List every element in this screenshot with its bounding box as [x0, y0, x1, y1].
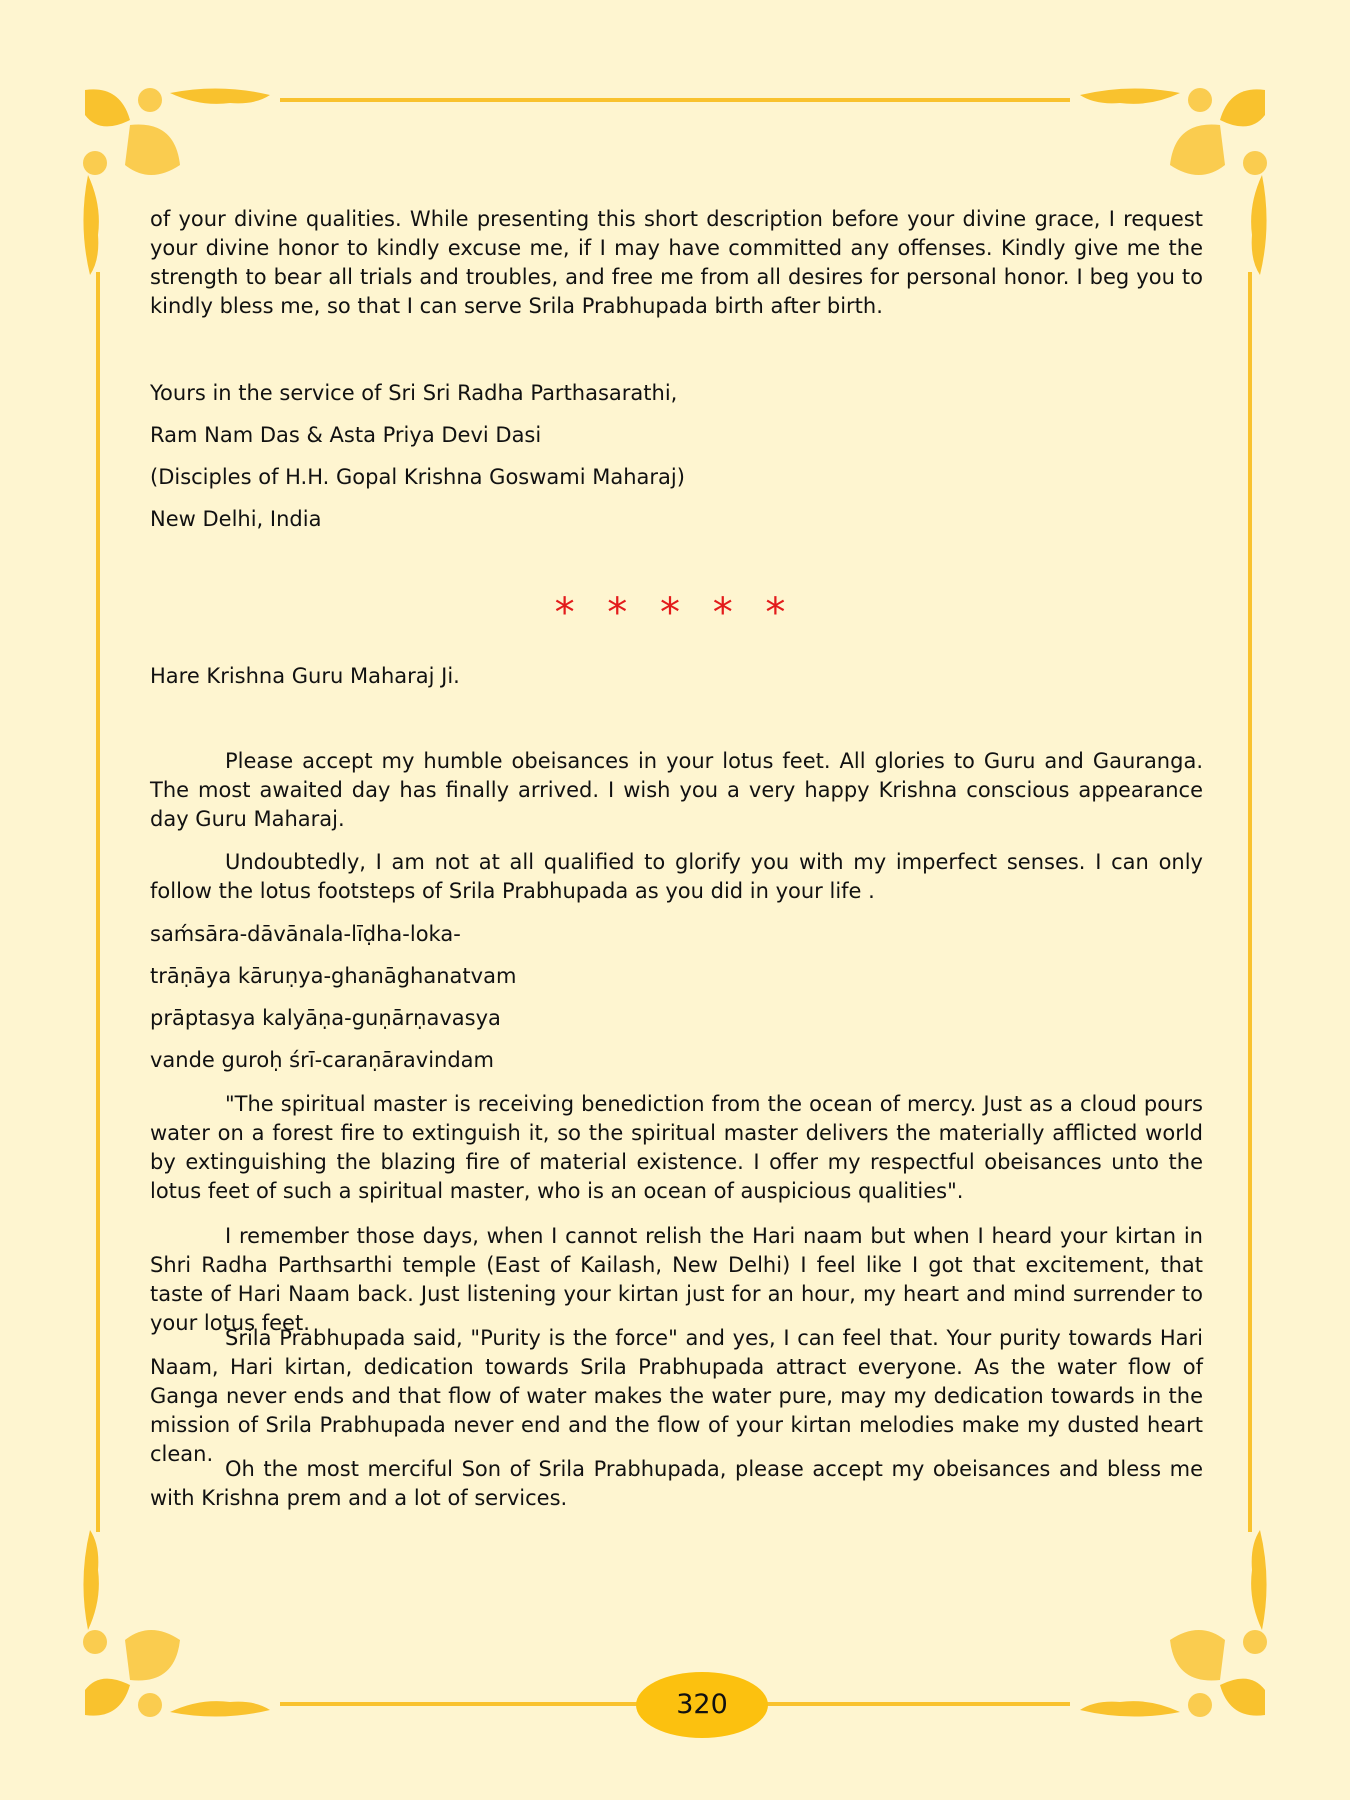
- verse-line: trāṇāya kāruṇya-ghanāghanatvam: [150, 964, 517, 988]
- frame-bottom-line-left: [280, 1702, 640, 1706]
- paragraph: I remember those days, when I cannot relish the Hari naam but when I heard your kirtan in Shri Radha Parthsarthi temple (East of Kailash, New Delhi) I feel like I got that excitement, that taste of Hari Naam back. Just listening your kirtan just for an hour, my heart and mind surrender to your lotus feet.: [150, 1224, 1203, 1335]
- intro-paragraph: of your divine qualities. While presenting this short description before your divine grace, I request your divine honor to kindly excuse me, if I may have committed any offenses. Kindly give me the strength to bear all trials and troubles, and free me from all desires for personal honor. I beg you to kindly bless me, so that I can serve Srila Prabhupada birth after birth.: [150, 207, 1203, 318]
- verse-line: prāptasya kalyāṇa-guṇārṇavasya: [150, 1006, 501, 1030]
- page-number: 320: [636, 1672, 768, 1738]
- section-separator: * * * * *: [554, 590, 796, 636]
- corner-ornament-icon: [80, 1520, 280, 1720]
- signoff-line: (Disciples of H.H. Gopal Krishna Goswami Maharaj): [150, 465, 685, 489]
- frame-right-line: [1248, 272, 1252, 1532]
- paragraph: "The spiritual master is receiving benediction from the ocean of mercy. Just as a cloud pours water on a forest fire to extinguish it, so the spiritual master delivers the materially afflicted world by extinguishing the blazing fire of material existence. I offer my respectful obeisances unto the lotus feet of such a spiritual master, who is an ocean of auspicious qualities".: [150, 1092, 1203, 1203]
- paragraph: Undoubtedly, I am not at all qualified to glorify you with my imperfect senses. I can only follow the lotus footsteps of Srila Prabhupada as you did in your life .: [150, 850, 1203, 903]
- paragraph: Oh the most merciful Son of Srila Prabhupada, please accept my obeisances and bless me with Krishna prem and a lot of services.: [150, 1457, 1203, 1510]
- verse-line: saḿsāra-dāvānala-līḍha-loka-: [150, 922, 461, 946]
- signoff-line: Ram Nam Das & Asta Priya Devi Dasi: [150, 423, 542, 447]
- greeting: Hare Krishna Guru Maharaj Ji.: [150, 664, 460, 688]
- signoff-line: New Delhi, India: [150, 507, 322, 531]
- frame-left-line: [96, 272, 100, 1532]
- corner-ornament-icon: [1070, 1520, 1270, 1720]
- signoff-line: Yours in the service of Sri Sri Radha Parthasarathi,: [150, 381, 678, 405]
- paragraph: Please accept my humble obeisances in your lotus feet. All glories to Guru and Gauranga. The most awaited day has finally arrived. I wish you a very happy Krishna conscious appearance day Guru Maharaj.: [150, 749, 1203, 831]
- paragraph: Srila Prabhupada said, "Purity is the force" and yes, I can feel that. Your purity towards Hari Naam, Hari kirtan, dedication towards Srila Prabhupada attract everyone. As the water flow of Ganga never ends and that flow of water makes the water pure, may my dedication towards in the mission of Srila Prabhupada never end and the flow of your kirtan melodies make my dusted heart clean.: [150, 1326, 1203, 1466]
- verse-line: vande guroḥ śrī-caraṇāravindam: [150, 1048, 494, 1072]
- frame-top-line: [280, 98, 1070, 102]
- frame-bottom-line-right: [764, 1702, 1070, 1706]
